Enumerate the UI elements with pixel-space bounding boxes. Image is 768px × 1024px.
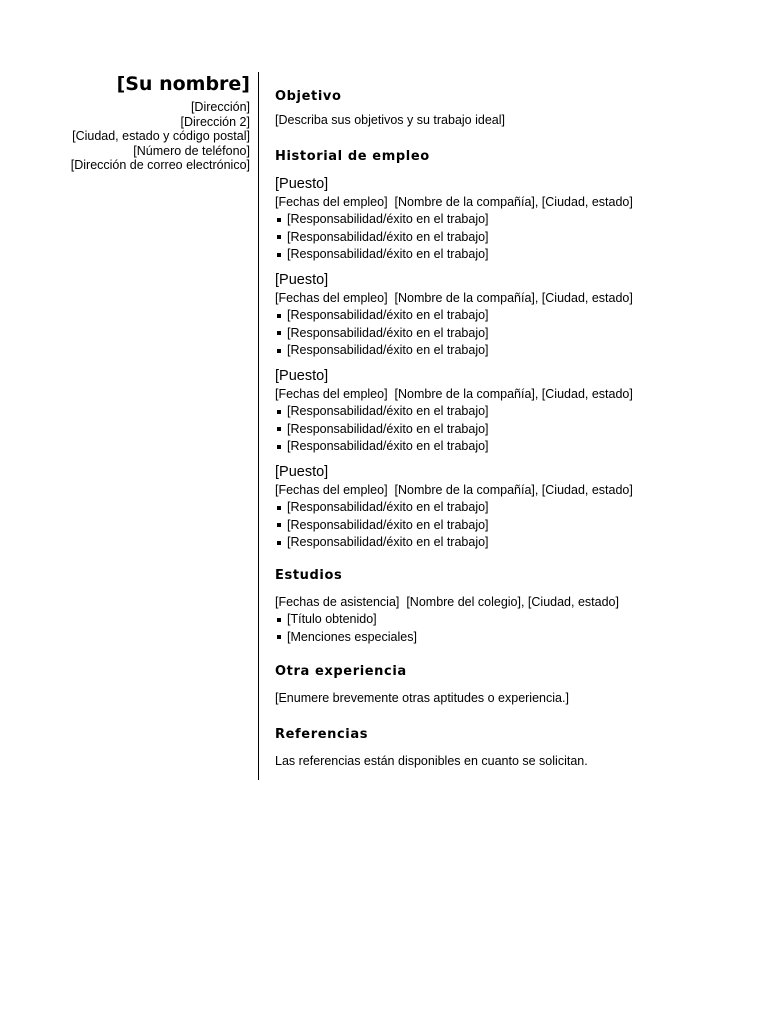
list-item [275,211,745,229]
list-item-text: [Responsabilidad/éxito en el trabajo] [287,500,489,514]
bullet-square-icon [277,331,281,335]
list-item [275,499,745,517]
vertical-divider [258,72,259,780]
education-heading: Estudios [275,567,343,583]
list-item-text: [Responsabilidad/éxito en el trabajo] [287,229,489,244]
bullet-square-icon [277,445,281,449]
other-experience-heading: Otra experiencia [275,664,407,679]
job-meta [275,290,745,308]
employment-heading: Historial de empleo [275,148,430,164]
objective-text: [Describa sus objetivos y su trabajo ideal] [275,113,505,127]
bullet-square-icon [277,410,281,414]
contact-block [40,72,250,173]
bullet-square-icon [277,314,281,318]
list-item-text: [Responsabilidad/éxito en el trabajo] [287,343,489,357]
job-title: [Puesto] [275,175,329,192]
list-item-text: [Responsabilidad/éxito en el trabajo] [287,404,489,418]
job-responsibilities [275,499,745,552]
list-item-text: [Responsabilidad/éxito en el trabajo] [287,517,489,532]
bullet-square-icon [277,349,281,353]
references-section [275,726,745,771]
candidate-name: [Su nombre] [116,73,250,95]
job-meta [275,386,745,404]
list-item [275,517,745,535]
job-entry [275,463,745,552]
job-title: [Puesto] [275,367,329,384]
list-item-text: [Menciones especiales] [287,629,417,644]
list-item-text: [Título obtenido] [287,612,377,626]
job-company: [Nombre de la compañía], [Ciudad, estado] [394,482,633,497]
list-item-text: [Responsabilidad/éxito en el trabajo] [287,212,489,226]
list-item [275,342,745,360]
job-entry [275,175,745,264]
phone-number: [Número de teléfono] [133,143,250,158]
list-item [275,229,745,247]
list-item [275,246,745,264]
list-item [275,307,745,325]
list-item [275,438,745,456]
job-entry [275,367,745,456]
job-meta [275,482,745,500]
job-company: [Nombre de la compañía], [Ciudad, estado] [394,290,633,305]
address-line-1: [Dirección] [190,100,250,114]
job-dates: [Fechas del empleo] [275,386,388,401]
bullet-square-icon [277,427,281,431]
bullet-square-icon [277,235,281,239]
list-item-text: [Responsabilidad/éxito en el trabajo] [287,325,489,340]
education-section [275,567,745,647]
objective-section [275,88,745,130]
list-item [275,629,745,647]
job-dates: [Fechas del empleo] [275,290,388,305]
list-item-text: [Responsabilidad/éxito en el trabajo] [287,247,489,261]
bullet-square-icon [277,218,281,222]
list-item-text: [Responsabilidad/éxito en el trabajo] [287,535,489,549]
email-address: [Dirección de correo electrónico] [70,158,250,172]
job-responsibilities [275,211,745,264]
job-responsibilities [275,403,745,456]
references-text: Las referencias están disponibles en cuanto se solicitan. [275,753,588,768]
job-dates: [Fechas del empleo] [275,482,388,497]
job-responsibilities [275,307,745,360]
job-title: [Puesto] [275,463,329,480]
job-title: [Puesto] [275,271,329,288]
bullet-square-icon [277,635,281,639]
education-details [275,611,745,646]
resume-body [275,88,745,770]
bullet-square-icon [277,506,281,510]
bullet-square-icon [277,523,281,527]
bullet-square-icon [277,541,281,545]
list-item [275,325,745,343]
job-dates: [Fechas del empleo] [275,194,388,209]
job-entry [275,271,745,360]
list-item-text: [Responsabilidad/éxito en el trabajo] [287,308,489,322]
list-item-text: [Responsabilidad/éxito en el trabajo] [287,421,489,436]
list-item [275,534,745,552]
objective-heading: Objetivo [275,89,342,104]
education-school: [Nombre del colegio], [Ciudad, estado] [406,594,619,609]
list-item [275,421,745,439]
list-item-text: [Responsabilidad/éxito en el trabajo] [287,439,489,453]
education-dates: [Fechas de asistencia] [275,594,400,609]
job-meta [275,194,745,212]
list-item [275,403,745,421]
other-experience-text: [Enumere brevemente otras aptitudes o experiencia.] [275,691,569,705]
references-heading: Referencias [275,726,369,742]
address-line-2: [Dirección 2] [180,114,250,129]
job-company: [Nombre de la compañía], [Ciudad, estado] [394,386,633,401]
bullet-square-icon [277,253,281,257]
job-company: [Nombre de la compañía], [Ciudad, estado] [394,194,633,209]
list-item [275,611,745,629]
employment-section [275,148,745,552]
other-experience-section [275,663,745,708]
education-meta [275,594,745,612]
city-state-zip: [Ciudad, estado y código postal] [72,129,250,143]
bullet-square-icon [277,618,281,622]
